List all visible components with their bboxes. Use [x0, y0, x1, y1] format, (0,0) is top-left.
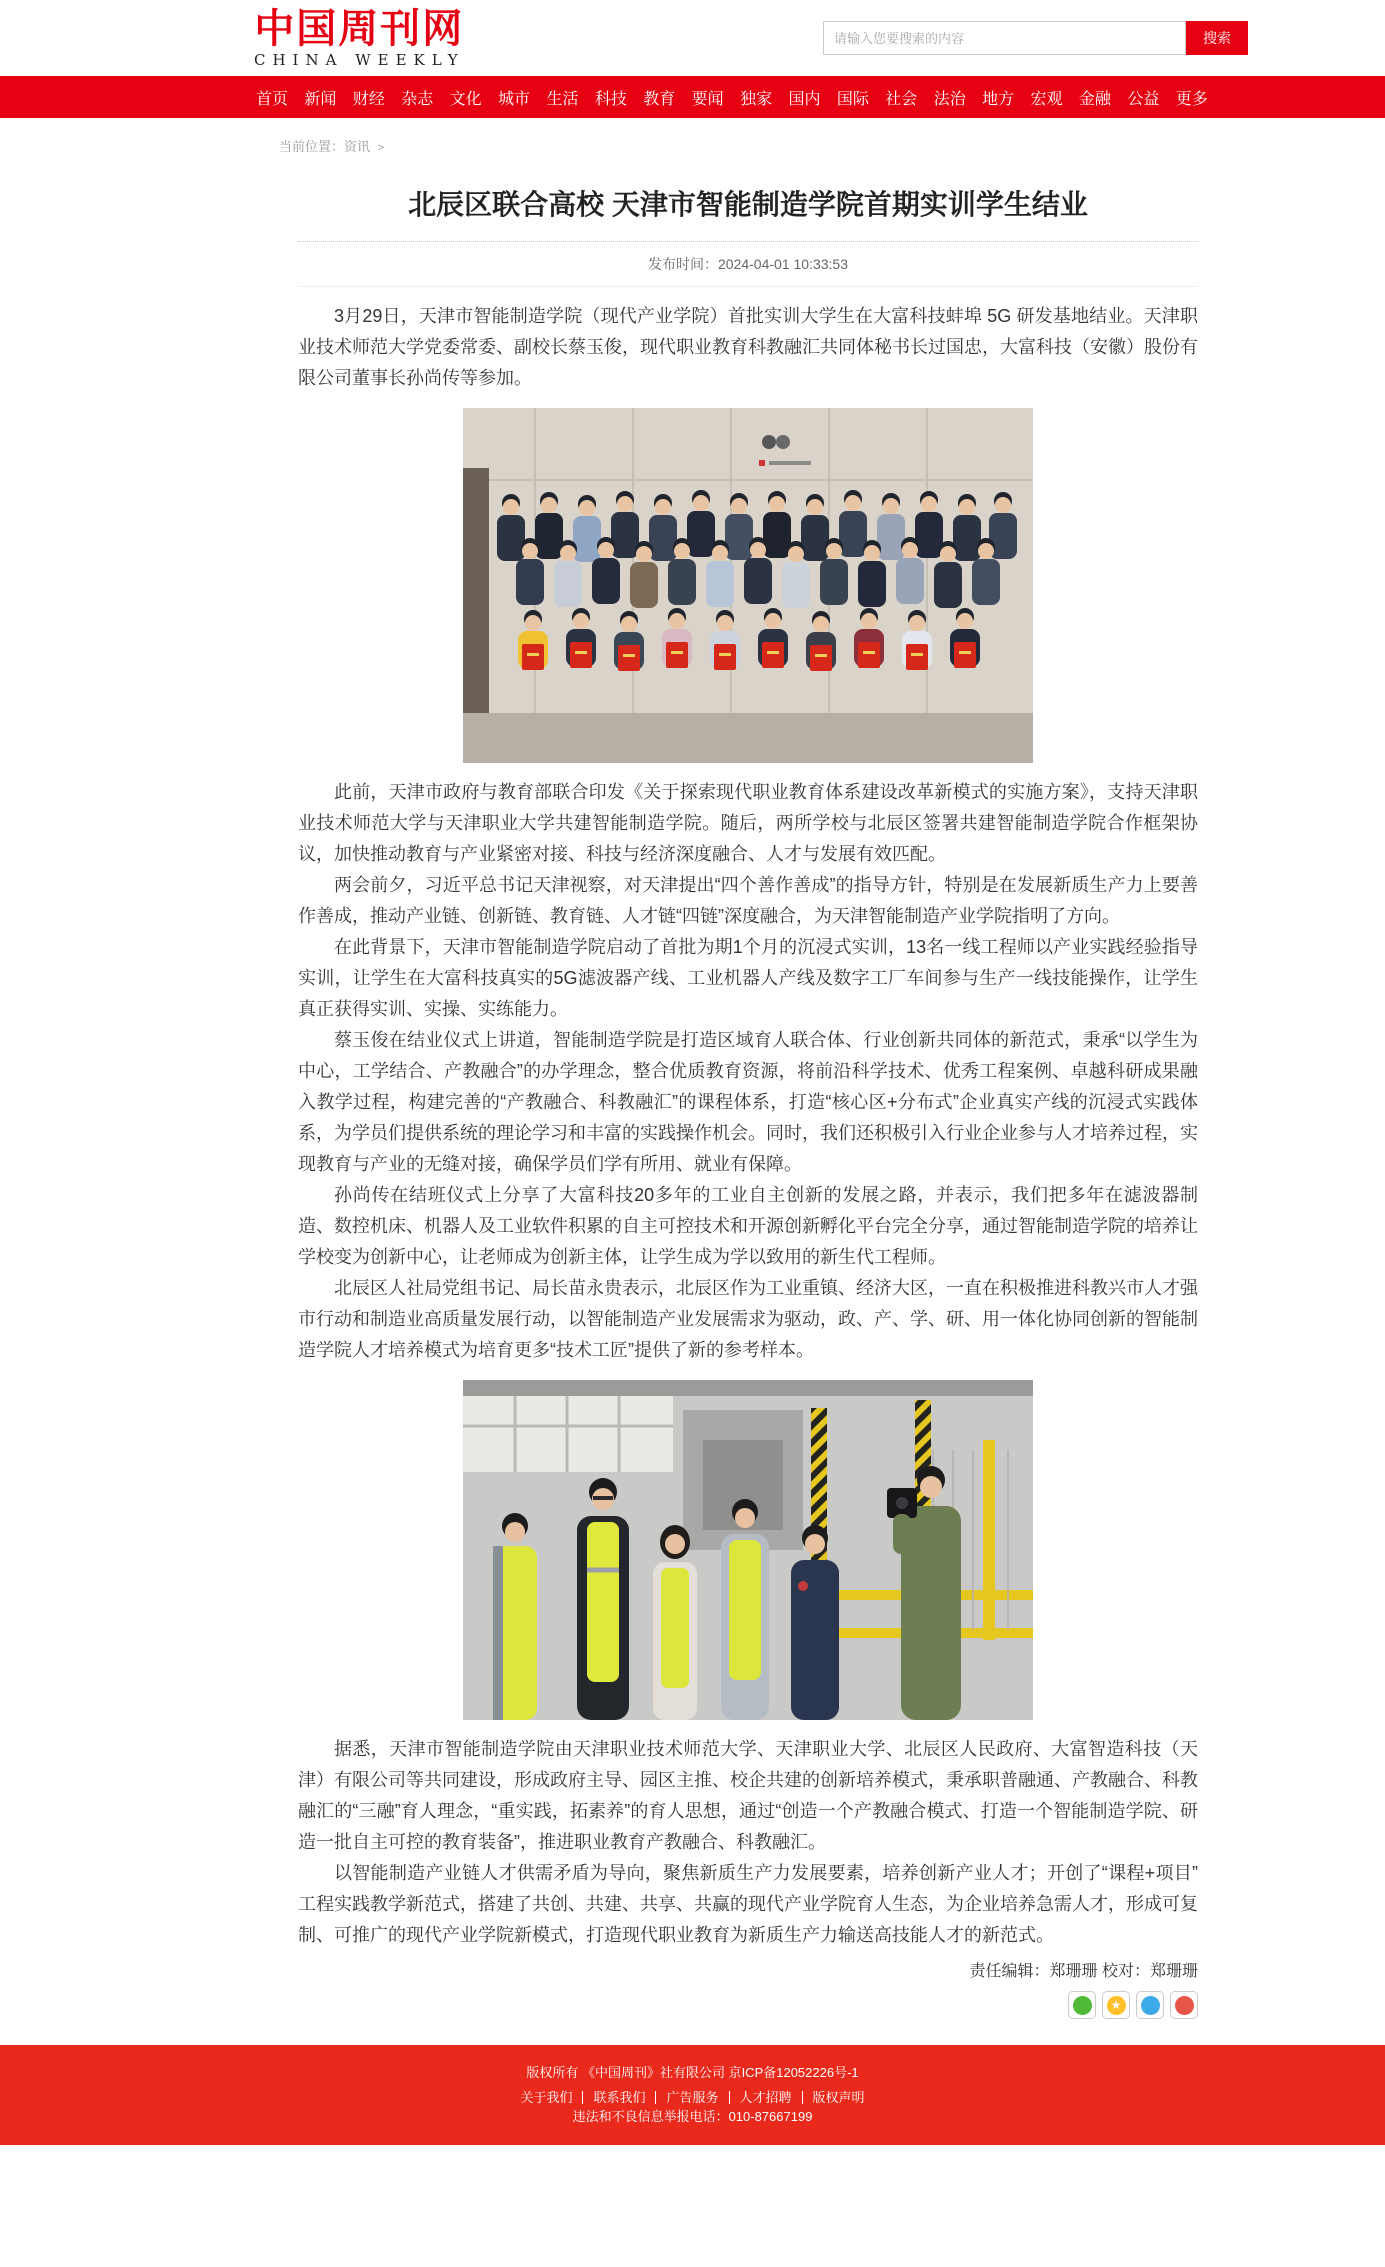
nav-item[interactable]: 文化	[449, 90, 482, 108]
share-more-button[interactable]	[1170, 1991, 1198, 2019]
editor-line: 责任编辑：郑珊珊 校对：郑珊珊	[969, 1963, 1198, 1980]
nav-item[interactable]: 新闻	[304, 90, 337, 108]
article-paragraph: 据悉，天津市智能制造学院由天津职业技术师范大学、天津职业大学、北辰区人民政府、大富智造科技（天津）有限公司等共同建设，形成政府主导、园区主推、校企共建的创新培养模式，秉承职普融通、产教融合、科教融汇的“三融”育人理念，“重实践，拓素养”的育人思想，通过“创造一个产教融合模式、打造一个智能制造学院、研造一批自主可控的教育装备”，推进职业教育产教融合、科教融汇。	[298, 1739, 1198, 1852]
site-logo[interactable]	[254, 4, 465, 69]
article-intro	[298, 301, 1198, 394]
nav-item[interactable]: 金融	[1078, 90, 1111, 108]
article-end	[298, 1734, 1198, 1951]
photo-graduation-group	[463, 408, 1033, 763]
nav-item[interactable]: 教育	[643, 90, 676, 108]
logo-title: 中国周刊网	[254, 4, 465, 52]
article-paragraph: 两会前夕，习近平总书记天津视察，对天津提出“四个善作善成”的指导方针，特别是在发展新质生产力上要善作善成，推动产业链、创新链、教育链、人才链“四链”深度融合，为天津智能制造产业学院指明了方向。	[298, 875, 1198, 926]
share-qzone-button[interactable]	[1102, 1991, 1130, 2019]
dotted-divider	[298, 241, 1198, 242]
search-box	[823, 21, 1248, 55]
article-paragraph: 孙尚传在结班仪式上分享了大富科技20多年的工业自主创新的发展之路，并表示，我们把多年在滤波器制造、数控机床、机器人及工业软件积累的自主可控技术和开源创新孵化平台完全分享，通过智能制造学院的培养让学校变为创新中心，让老师成为创新主体，让学生成为学以致用的新生代工程师。	[298, 1185, 1198, 1267]
photo1-floor	[463, 713, 1033, 763]
breadcrumb-arrow: >	[377, 142, 385, 154]
article-paragraph: 以智能制造产业链人才供需矛盾为导向，聚焦新质生产力发展要素，培养创新产业人才；开创了“课程+项目”工程实践教学新范式，搭建了共创、共建、共享、共赢的现代产业学院育人生态，为企业培养急需人才，形成可复制、可推广的现代产业学院新模式，打造现代职业教育为新质生产力输送高技能人才的新范式。	[298, 1863, 1198, 1945]
nav-item[interactable]: 国内	[788, 90, 821, 108]
nav-item[interactable]: 法治	[933, 90, 966, 108]
breadcrumb-prefix: 当前位置：	[279, 139, 345, 154]
photo-workshop-training	[463, 1380, 1033, 1720]
share-weibo-button[interactable]	[1136, 1991, 1164, 2019]
weibo-icon	[1141, 1996, 1160, 2015]
site-header	[248, 0, 1248, 76]
footer-copyright: 版权所有 《中国周刊》社有限公司 京ICP备12052226号-1	[526, 2065, 859, 2080]
breadcrumb	[248, 118, 1248, 159]
nav-item[interactable]: 宏观	[1030, 90, 1063, 108]
footer-link[interactable]: 广告服务	[656, 2091, 729, 2104]
nav-item[interactable]: 地方	[982, 90, 1015, 108]
nav-item[interactable]: 财经	[352, 90, 385, 108]
nav-item[interactable]: 杂志	[401, 90, 434, 108]
site-footer	[0, 2045, 1385, 2145]
main-navbar	[0, 76, 1385, 118]
solid-divider	[298, 286, 1198, 287]
nav-item[interactable]: 生活	[546, 90, 579, 108]
footer-link[interactable]: 版权声明	[812, 2090, 865, 2105]
nav-item[interactable]: 要闻	[691, 90, 724, 108]
search-button[interactable]: 搜索	[1186, 21, 1248, 55]
share-wechat-button[interactable]	[1068, 1991, 1096, 2019]
article-middle	[298, 777, 1198, 1366]
nav-row	[248, 76, 1248, 118]
footer-link[interactable]: 人才招聘	[730, 2091, 803, 2104]
nav-item[interactable]: 城市	[498, 90, 531, 108]
article-container	[248, 187, 1248, 2019]
logo-subtitle: CHINA WEEKLY	[254, 50, 465, 69]
publish-row	[298, 254, 1198, 274]
footer-link[interactable]: 联系我们	[583, 2091, 656, 2104]
nav-item[interactable]: 科技	[594, 90, 627, 108]
share-more-icon	[1175, 1996, 1194, 2015]
article-paragraph: 蔡玉俊在结业仪式上讲道，智能制造学院是打造区域育人联合体、行业创新共同体的新范式，秉承“以学生为中心，工学结合、产教融合”的办学理念，整合优质教育资源，将前沿科学技术、优秀工程案例、卓越科研成果融入教学过程，构建完善的“产教融合、科教融汇”的课程体系，打造“核心区+分布式”企业真实产线的沉浸式实践体系，为学员们提供系统的理论学习和丰富的实践操作机会。同时，我们还积极引入行业企业参与人才培养过程，实现教育与产业的无缝对接，确保学员们学有所用、就业有保障。	[298, 1030, 1198, 1174]
article-paragraph: 3月29日，天津市智能制造学院（现代产业学院）首批实训大学生在大富科技蚌埠 5G 研发基地结业。天津职业技术师范大学党委常委、副校长蔡玉俊，现代职业教育科教融汇共同体秘书长过国忠，大富科技（安徽）股份有限公司董事长孙尚传等参加。	[298, 306, 1198, 388]
footer-link[interactable]: 关于我们	[510, 2091, 583, 2104]
nav-item[interactable]: 独家	[740, 90, 773, 108]
nav-item[interactable]: 公益	[1127, 90, 1160, 108]
article-title: 北辰区联合高校 天津市智能制造学院首期实训学生结业	[408, 189, 1088, 220]
share-bar	[298, 1991, 1198, 2019]
breadcrumb-section-link[interactable]: 资讯	[344, 139, 371, 154]
footer-links	[0, 2085, 1385, 2104]
wechat-icon	[1073, 1996, 1092, 2015]
nav-item[interactable]: 国际	[836, 90, 869, 108]
publish-time: 2024-04-01 10:33:53	[718, 256, 848, 272]
search-input[interactable]	[823, 21, 1186, 55]
article-paragraph: 北辰区人社局党组书记、局长苗永贵表示，北辰区作为工业重镇、经济大区，一直在积极推进科教兴市人才强市行动和制造业高质量发展行动，以智能制造产业发展需求为驱动，政、产、学、研、用一体化协同创新的智能制造学院人才培养模式为培育更多“技术工匠”提供了新的参考样本。	[298, 1278, 1198, 1360]
publish-label: 发布时间：	[648, 256, 718, 272]
nav-item[interactable]: 首页	[256, 90, 289, 108]
footer-report-line: 违法和不良信息举报电话：010-87667199	[572, 2109, 813, 2124]
nav-item[interactable]: 社会	[885, 90, 918, 108]
qzone-star-icon: ★	[1107, 1996, 1126, 2015]
nav-item[interactable]: 更多	[1175, 90, 1208, 108]
article-paragraph: 在此背景下，天津市智能制造学院启动了首批为期1个月的沉浸式实训，13名一线工程师以产业实践经验指导实训，让学生在大富科技真实的5G滤波器产线、工业机器人产线及数字工厂车间参与生产一线技能操作，让学生真正获得实训、实操、实练能力。	[298, 937, 1198, 1019]
article-paragraph: 此前，天津市政府与教育部联合印发《关于探索现代职业教育体系建设改革新模式的实施方案》，支持天津职业技术师范大学与天津职业大学共建智能制造学院。随后，两所学校与北辰区签署共建智能制造学院合作框架协议，加快推动教育与产业紧密对接、科技与经济深度融合、人才与发展有效匹配。	[298, 782, 1198, 864]
